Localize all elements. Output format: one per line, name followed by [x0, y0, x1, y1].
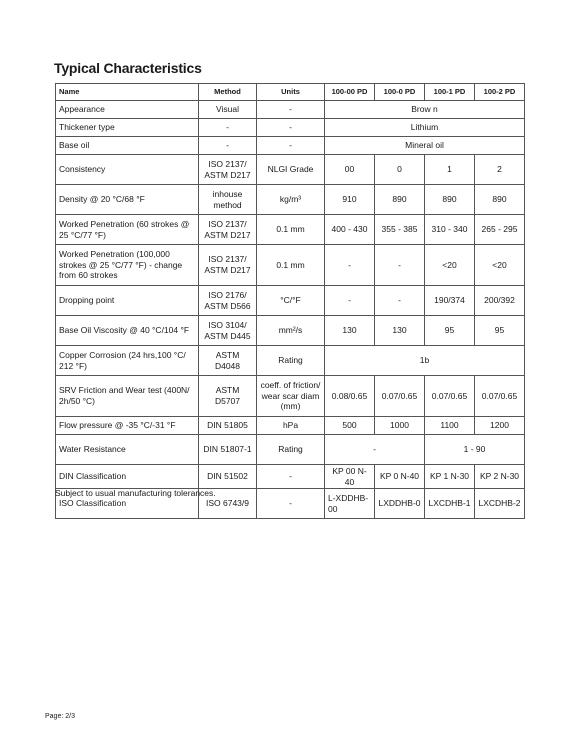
row-value-100-0: - [375, 286, 425, 316]
row-name: Density @ 20 °C/68 °F [56, 185, 199, 215]
row-name: Consistency [56, 155, 199, 185]
row-units: Rating [257, 435, 325, 465]
row-value-100-0: 890 [375, 185, 425, 215]
table-row [56, 316, 525, 346]
row-value-100-00: 500 [325, 417, 375, 435]
row-value-100-00: L-XDDHB-00 [325, 489, 375, 519]
table-row [56, 435, 525, 465]
row-units: coeff. of friction/ wear scar diam (mm) [257, 376, 325, 417]
row-units: - [257, 101, 325, 119]
row-value-100-1: 890 [425, 185, 475, 215]
row-method: DIN 51805 [199, 417, 257, 435]
row-value-100-1: <20 [425, 245, 475, 286]
row-name: Worked Penetration (60 strokes @ 25 °C/77 °F) [56, 215, 199, 245]
row-value: Brow n [325, 101, 525, 119]
row-method: - [199, 119, 257, 137]
table-row [56, 185, 525, 215]
row-units: 0.1 mm [257, 245, 325, 286]
row-method: ASTM D5707 [199, 376, 257, 417]
row-name: Worked Penetration (100,000 strokes @ 25 °C/77 °F) - change from 60 strokes [56, 245, 199, 286]
row-value-100-00: - [325, 245, 375, 286]
row-value-100-0: 0.07/0.65 [375, 376, 425, 417]
row-value-100-0: 0 [375, 155, 425, 185]
row-name: Copper Corrosion (24 hrs,100 °C/ 212 °F) [56, 346, 199, 376]
row-units: mm²/s [257, 316, 325, 346]
row-value-100-1: 95 [425, 316, 475, 346]
row-value-100-0: LXDDHB-0 [375, 489, 425, 519]
table-row [56, 417, 525, 435]
row-units: - [257, 119, 325, 137]
characteristics-table [55, 83, 525, 519]
row-units: - [257, 465, 325, 489]
row-method: Visual [199, 101, 257, 119]
table-row [56, 346, 525, 376]
row-value-100-00: KP 00 N-40 [325, 465, 375, 489]
row-name: Base Oil Viscosity @ 40 °C/104 °F [56, 316, 199, 346]
row-method: ISO 6743/9 [199, 489, 257, 519]
row-value-right: 1 - 90 [425, 435, 525, 465]
row-method: ISO 2137/ ASTM D217 [199, 215, 257, 245]
row-value-100-0: - [375, 245, 425, 286]
row-method: ASTM D4048 [199, 346, 257, 376]
row-name: ISO Classification [56, 489, 199, 519]
row-name: Dropping point [56, 286, 199, 316]
col-header-method: Method [199, 84, 257, 101]
row-units: - [257, 137, 325, 155]
row-name: Base oil [56, 137, 199, 155]
row-value-100-2: 265 - 295 [475, 215, 525, 245]
row-value-100-0: KP 0 N-40 [375, 465, 425, 489]
row-value: Lithium [325, 119, 525, 137]
table-row [56, 376, 525, 417]
table-row [56, 155, 525, 185]
row-units: kg/m³ [257, 185, 325, 215]
row-method: inhouse method [199, 185, 257, 215]
row-value: 1b [325, 346, 525, 376]
row-value-100-1: LXCDHB-1 [425, 489, 475, 519]
row-name: DIN Classification [56, 465, 199, 489]
row-method: ISO 2137/ ASTM D217 [199, 245, 257, 286]
section-title: Typical Characteristics [54, 60, 202, 76]
row-value-100-00: 0.08/0.65 [325, 376, 375, 417]
table-row [56, 465, 525, 489]
row-units: - [257, 489, 325, 519]
row-value-100-1: 310 - 340 [425, 215, 475, 245]
row-name: Thickener type [56, 119, 199, 137]
row-method: ISO 3104/ ASTM D445 [199, 316, 257, 346]
row-units: hPa [257, 417, 325, 435]
row-value-100-00: 910 [325, 185, 375, 215]
row-method: DIN 51502 [199, 465, 257, 489]
row-name: Flow pressure @ -35 °C/-31 °F [56, 417, 199, 435]
row-name: SRV Friction and Wear test (400N/ 2h/50 °C) [56, 376, 199, 417]
row-method: ISO 2137/ ASTM D217 [199, 155, 257, 185]
row-value-100-2: <20 [475, 245, 525, 286]
row-value: Mineral oil [325, 137, 525, 155]
row-units: °C/°F [257, 286, 325, 316]
table-row [56, 101, 525, 119]
row-value-100-0: 130 [375, 316, 425, 346]
col-header-100-0-pd: 100-0 PD [375, 84, 425, 101]
row-units: 0.1 mm [257, 215, 325, 245]
row-value-100-2: 0.07/0.65 [475, 376, 525, 417]
row-value-left: - [325, 435, 425, 465]
table-row [56, 286, 525, 316]
col-header-name: Name [56, 84, 199, 101]
col-header-100-2-pd: 100-2 PD [475, 84, 525, 101]
row-value-100-00: - [325, 286, 375, 316]
row-value-100-1: KP 1 N-30 [425, 465, 475, 489]
row-value-100-1: 190/374 [425, 286, 475, 316]
row-units: NLGI Grade [257, 155, 325, 185]
col-header-100-1-pd: 100-1 PD [425, 84, 475, 101]
row-value-100-2: KP 2 N-30 [475, 465, 525, 489]
table-row [56, 137, 525, 155]
row-value-100-2: 200/392 [475, 286, 525, 316]
page-number: Page: 2/3 [45, 713, 75, 720]
row-method: DIN 51807-1 [199, 435, 257, 465]
row-value-100-2: 890 [475, 185, 525, 215]
row-value-100-0: 355 - 385 [375, 215, 425, 245]
row-method: - [199, 137, 257, 155]
table-row [56, 245, 525, 286]
table-row [56, 119, 525, 137]
row-units: Rating [257, 346, 325, 376]
col-header-units: Units [257, 84, 325, 101]
row-value-100-2: 1200 [475, 417, 525, 435]
row-value-100-2: LXCDHB-2 [475, 489, 525, 519]
footnote: Subject to usual manufacturing tolerances. [55, 488, 216, 498]
row-value-100-00: 130 [325, 316, 375, 346]
row-value-100-2: 95 [475, 316, 525, 346]
row-value-100-1: 1100 [425, 417, 475, 435]
row-value-100-0: 1000 [375, 417, 425, 435]
row-name: Water Resistance [56, 435, 199, 465]
col-header-100-00-pd: 100-00 PD [325, 84, 375, 101]
row-method: ISO 2176/ ASTM D566 [199, 286, 257, 316]
row-value-100-1: 0.07/0.65 [425, 376, 475, 417]
row-name: Appearance [56, 101, 199, 119]
row-value-100-00: 400 - 430 [325, 215, 375, 245]
row-value-100-1: 1 [425, 155, 475, 185]
row-value-100-00: 00 [325, 155, 375, 185]
table-row [56, 215, 525, 245]
table-header-row [56, 84, 525, 101]
row-value-100-2: 2 [475, 155, 525, 185]
